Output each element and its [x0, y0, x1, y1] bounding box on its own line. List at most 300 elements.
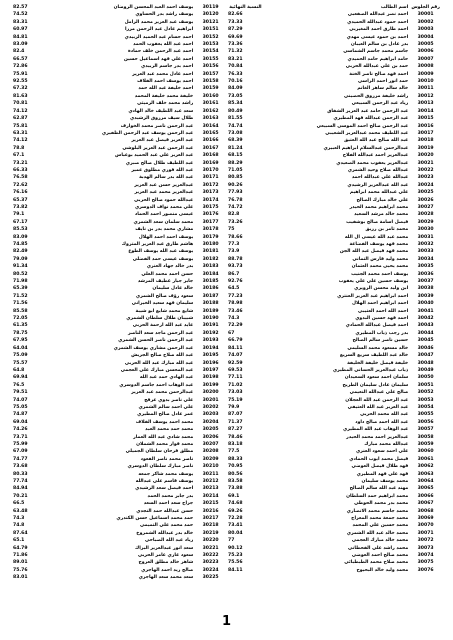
- name-cell: احمد ابراهيم عبد العزيز العنتري: [337, 293, 409, 299]
- table-row: [12, 434, 227, 441]
- seat-cell: 30165: [202, 130, 219, 136]
- score-cell: 74.77: [13, 456, 28, 462]
- seat-cell: 30194: [202, 345, 219, 351]
- score-cell: 80.56: [228, 471, 243, 477]
- name-cell: محمد يوسف سليمان: [361, 479, 409, 484]
- score-cell: 71.37: [228, 419, 243, 425]
- seat-cell: 30170: [202, 167, 219, 173]
- seat-cell: 30029: [417, 219, 434, 225]
- name-cell: يوسف عيسى حمد الفضلي: [132, 256, 194, 262]
- table-header-row: [227, 4, 442, 11]
- seat-cell: 30073: [417, 545, 434, 551]
- score-cell: 93.73: [228, 264, 243, 270]
- score-cell: 83.58: [228, 479, 243, 484]
- seat-cell: 30058: [417, 434, 434, 440]
- results-table-right: [227, 4, 442, 574]
- score-cell: 71.52: [13, 293, 28, 299]
- score-cell: 65.1: [13, 538, 25, 544]
- name-cell: فهد طلال فيصل العوضي: [351, 464, 409, 470]
- name-cell: بدر رجب ذياب المطيري: [355, 330, 409, 336]
- table-row: [12, 271, 227, 278]
- seat-cell: 30005: [417, 42, 434, 48]
- table-row: [12, 337, 227, 344]
- seat-cell: 30225: [202, 575, 219, 581]
- table-row: [12, 345, 227, 352]
- score-cell: 92.76: [228, 279, 243, 285]
- name-cell: سعود غازي عامر الحربي: [137, 553, 194, 559]
- name-cell: عبدالعزيز احمد محمد الحيدر: [346, 434, 409, 440]
- name-cell: احمد يوسف احمد القلاف: [137, 79, 194, 85]
- name-cell: محمد خالد مرشد السعيد: [354, 212, 409, 218]
- score-cell: 83.18: [228, 441, 243, 447]
- seat-cell: 30190: [202, 316, 219, 322]
- name-cell: شايع محمد شايع ابو شيبة: [135, 308, 194, 314]
- name-cell: فيصل اسامة صالح بوشقيب: [346, 219, 409, 225]
- name-cell: عيسى منصور احمد الحماد: [134, 212, 194, 218]
- results-column-right: [227, 4, 442, 574]
- score-cell: 63.48: [13, 508, 28, 514]
- seat-cell: 30024: [417, 182, 434, 188]
- name-cell: خالد عبد اللطيف سريع السريع: [339, 353, 409, 359]
- table-row: [227, 234, 442, 241]
- score-cell: 79.9: [228, 404, 240, 410]
- name-cell: عبد العزيز علي عبد الحميد بوعباس: [114, 153, 194, 159]
- score-cell: 76.5: [13, 382, 25, 388]
- seat-cell: 30120: [202, 12, 219, 18]
- table-row: [227, 367, 442, 374]
- table-row: [227, 100, 442, 107]
- table-row: [227, 189, 442, 196]
- header-name: اسم الطالب: [380, 5, 409, 10]
- table-row: [12, 322, 227, 329]
- table-row: [227, 374, 442, 381]
- seat-cell: 30206: [202, 434, 219, 440]
- seat-cell: 30163: [202, 116, 219, 122]
- name-cell: عايد عبد الله ارحمة الحربي: [132, 323, 194, 329]
- name-cell: احمد بن حمود عيسى مهدي: [346, 34, 409, 40]
- seat-cell: 30051: [417, 382, 434, 388]
- name-cell: عبدالله صلاح وحيد الشمري: [347, 167, 409, 173]
- seat-cell: 30075: [417, 560, 434, 566]
- score-cell: 77.23: [228, 293, 243, 299]
- seat-cell: 30023: [417, 175, 434, 181]
- table-row: [12, 308, 227, 315]
- name-cell: بدر عادل بن سالم العيبان: [350, 42, 409, 48]
- score-cell: 76.33: [228, 71, 243, 77]
- seat-cell: 30195: [202, 353, 219, 359]
- score-cell: 84.11: [228, 567, 243, 573]
- name-cell: عبدالعزيز احمد عبدالله الفلاح: [342, 153, 409, 159]
- score-cell: 83.21: [228, 56, 243, 62]
- table-row: [12, 48, 227, 55]
- table-row: [227, 197, 442, 204]
- seat-cell: 30001: [417, 12, 434, 18]
- name-cell: احمد فيصل سعد الرشيدي: [135, 486, 194, 492]
- seat-cell: 30209: [202, 456, 219, 462]
- seat-cell: 30064: [417, 479, 434, 484]
- seat-cell: 30162: [202, 108, 219, 114]
- table-row: [12, 360, 227, 367]
- seat-cell: 30054: [417, 404, 434, 410]
- seat-cell: 30030: [417, 227, 434, 233]
- results-table-left-body: [12, 4, 227, 582]
- score-cell: 85.53: [13, 227, 28, 233]
- table-row: [12, 167, 227, 174]
- name-cell: خالد بدر عبدالله الشمروخ: [136, 530, 194, 536]
- seat-cell: 30180: [202, 242, 219, 247]
- name-cell: احمد فهد صالح ناصر الخنة: [349, 71, 409, 77]
- name-cell: ناصر مبارك سلطان الدوسري: [127, 464, 194, 470]
- table-row: [12, 130, 227, 137]
- score-cell: 84.94: [13, 486, 28, 492]
- score-cell: 77: [228, 538, 235, 544]
- seat-cell: 30057: [417, 427, 434, 433]
- name-cell: راشد خليفة مرزوق الحصيني: [344, 93, 409, 99]
- score-cell: 74.52: [13, 12, 28, 18]
- name-cell: عبد الوهاب احمد جاسم الدوسري: [119, 382, 194, 388]
- name-cell: محمد احمد يوسف القلاف: [135, 419, 194, 425]
- name-cell: عبد الله صلاح صالح الجريش: [131, 353, 194, 359]
- name-cell: احمد نصر عبدالله الصقعبي: [347, 12, 409, 18]
- score-cell: 92.55: [13, 79, 28, 85]
- table-row: [227, 434, 442, 441]
- table-row: [12, 397, 227, 404]
- seat-cell: 30191: [202, 323, 219, 329]
- table-row: [12, 93, 227, 100]
- table-row: [227, 448, 442, 455]
- score-cell: 68.39: [228, 138, 243, 144]
- seat-cell: 30154: [202, 49, 219, 55]
- name-cell: عبد العزيز فيصل عبد العزيز: [131, 138, 194, 144]
- table-row: [12, 11, 227, 18]
- name-cell: سعد محمد سعد الهاجري: [138, 575, 194, 581]
- seat-cell: 30044: [417, 330, 434, 336]
- table-row: [12, 315, 227, 322]
- name-cell: عبد الله فوزي مطلوق عمير: [131, 167, 194, 173]
- score-cell: 77.93: [228, 190, 243, 196]
- score-cell: 78.66: [228, 234, 243, 240]
- table-row: [227, 471, 442, 478]
- table-row: [12, 152, 227, 159]
- table-row: [12, 145, 227, 152]
- score-cell: 70.95: [228, 464, 243, 470]
- seat-cell: 30045: [417, 338, 434, 344]
- seat-cell: 30184: [202, 271, 219, 277]
- name-cell: احمد خليفة عبد الله حمد: [138, 86, 194, 92]
- score-cell: 64.04: [13, 345, 28, 351]
- score-cell: 82.4: [13, 49, 25, 55]
- table-row: [227, 315, 442, 322]
- name-cell: حمد محمد اسماعيل حسن الكندري: [116, 516, 194, 522]
- name-cell: يوسف راشد بدر الحساوي: [135, 12, 194, 18]
- seat-cell: 30041: [417, 308, 434, 314]
- name-cell: عبد الله احمد صالح داود: [355, 419, 409, 425]
- name-cell: سعد عبد اللطيف خالد الهادي: [128, 108, 194, 114]
- name-cell: جاسم محمد جاسم الشماسي: [343, 49, 409, 55]
- table-row: [12, 26, 227, 33]
- seat-cell: 30189: [202, 308, 219, 314]
- seat-cell: 30193: [202, 338, 219, 344]
- table-row: [227, 63, 442, 70]
- table-row: [12, 522, 227, 529]
- name-cell: احمد عبد الرحمن خلف حمادة: [128, 49, 194, 55]
- score-cell: 74.74: [228, 123, 243, 129]
- score-cell: 76.16: [13, 190, 28, 196]
- seat-cell: 30207: [202, 441, 219, 447]
- table-row: [12, 256, 227, 263]
- seat-cell: 30201: [202, 397, 219, 403]
- table-row: [12, 478, 227, 485]
- table-row: [227, 308, 442, 315]
- table-row: [227, 85, 442, 92]
- table-row: [227, 552, 442, 559]
- seat-cell: 30176: [202, 212, 219, 218]
- score-cell: 61.35: [13, 323, 28, 329]
- score-cell: 66.79: [228, 338, 243, 344]
- name-cell: عبد الرحمن مشاري يوسف الشمري: [113, 345, 194, 351]
- score-cell: 66.33: [13, 167, 28, 173]
- table-row: [227, 160, 442, 167]
- table-row: [227, 219, 442, 226]
- seat-cell: 30181: [202, 249, 219, 255]
- seat-cell: 30070: [417, 523, 434, 529]
- score-cell: 73.88: [228, 486, 243, 492]
- score-cell: 80.52: [13, 271, 28, 277]
- name-cell: سليمان فهد سعيد الخيراني: [131, 301, 194, 307]
- name-cell: محمد فهد يوسف القضاعة: [349, 242, 409, 247]
- table-row: [227, 485, 442, 492]
- table-row: [12, 234, 227, 241]
- seat-cell: 30151: [202, 27, 219, 33]
- name-cell: علي احمد سالم الشمري: [138, 404, 194, 410]
- name-cell: محمد بدر محمد الحوطي: [354, 501, 409, 507]
- name-cell: فهد علي فهد المطيري: [356, 471, 409, 477]
- score-cell: 69.69: [228, 34, 243, 40]
- score-cell: 75.91: [13, 71, 28, 77]
- seat-cell: 30017: [417, 130, 434, 136]
- seat-cell: 30022: [417, 167, 434, 173]
- seat-cell: 30197: [202, 367, 219, 373]
- name-cell: عبد الوهاب عبد الله المطيري: [343, 427, 409, 433]
- name-cell: محمد جاسم محمد الانصاري: [346, 508, 409, 514]
- score-cell: 82.49: [13, 249, 28, 255]
- table-row: [12, 456, 227, 463]
- score-cell: 80.85: [228, 175, 243, 181]
- seat-cell: 30046: [417, 345, 434, 351]
- name-cell: سليمان عادل سليمان الطريح: [342, 382, 409, 388]
- score-cell: 73.33: [228, 19, 243, 25]
- table-row: [227, 11, 442, 18]
- score-cell: 73.41: [228, 523, 243, 529]
- name-cell: عبد الله مبارك عبد الله الحربي: [124, 360, 194, 366]
- table-row: [12, 78, 227, 85]
- name-cell: ابراهيم عادل عبد الرحمن مرزا: [124, 27, 194, 33]
- name-cell: يوسف عبد العزيز محمد الرامل: [124, 19, 194, 25]
- name-cell: عبد اللطيف محمد عبدالعزيز الشعيبي: [325, 130, 409, 136]
- seat-cell: 30202: [202, 404, 219, 410]
- table-row: [12, 241, 227, 248]
- name-cell: عبدالله محمد مبارك: [364, 441, 409, 447]
- score-cell: 63.31: [13, 130, 28, 136]
- seat-cell: 30002: [417, 19, 434, 25]
- table-row: [12, 559, 227, 566]
- score-cell: 64.79: [13, 545, 28, 551]
- score-cell: 69.26: [228, 508, 243, 514]
- score-cell: 71.05: [228, 167, 243, 173]
- score-cell: 77.11: [228, 375, 243, 381]
- table-row: [227, 115, 442, 122]
- score-cell: 68.15: [228, 153, 243, 159]
- seat-cell: 30052: [417, 390, 434, 396]
- table-row: [12, 463, 227, 470]
- name-cell: علي احمد سعود العنزي: [355, 449, 409, 455]
- name-cell: زياد عبد الله الصباحي: [144, 538, 194, 544]
- name-cell: عبدالله حمود صالح الحربي: [134, 197, 194, 203]
- name-cell: يوسف محمد شاكر جمعه: [138, 471, 194, 477]
- name-cell: يوسف احمد محمد الجنيب: [351, 271, 409, 277]
- seat-cell: 30156: [202, 64, 219, 70]
- table-row: [227, 515, 442, 522]
- score-cell: 73.26: [228, 219, 243, 225]
- seat-cell: 30171: [202, 175, 219, 181]
- table-row: [227, 345, 442, 352]
- score-cell: 71.02: [228, 382, 243, 388]
- seat-cell: 30069: [417, 516, 434, 522]
- score-cell: 82.66: [228, 12, 243, 18]
- score-cell: 73.46: [228, 308, 243, 314]
- table-row: [12, 367, 227, 374]
- score-cell: 67: [228, 330, 235, 336]
- seat-cell: 30038: [417, 286, 434, 292]
- seat-cell: 30031: [417, 234, 434, 240]
- seat-cell: 30221: [202, 545, 219, 551]
- score-cell: 74.26: [13, 427, 28, 433]
- seat-cell: 30213: [202, 486, 219, 492]
- table-row: [12, 63, 227, 70]
- score-cell: 72.62: [13, 182, 28, 188]
- table-row: [12, 108, 227, 115]
- seat-cell: 30119: [202, 5, 219, 10]
- seat-cell: 30071: [417, 530, 434, 536]
- seat-cell: 30198: [202, 375, 219, 381]
- table-row: [12, 41, 227, 48]
- seat-cell: 30216: [202, 508, 219, 514]
- table-row: [12, 500, 227, 507]
- table-row: [12, 100, 227, 107]
- name-cell: محمد يحيى محمد العثمان: [351, 264, 409, 270]
- table-row: [227, 226, 442, 233]
- seat-cell: 30179: [202, 234, 219, 240]
- name-cell: خالد سالم ساهر الغانم: [357, 86, 409, 92]
- seat-cell: 30218: [202, 523, 219, 529]
- results-table-left: [12, 4, 227, 582]
- seat-cell: 30153: [202, 42, 219, 48]
- seat-cell: 30040: [417, 301, 434, 307]
- table-row: [12, 182, 227, 189]
- table-row: [12, 426, 227, 433]
- table-row: [227, 419, 442, 426]
- seat-cell: 30188: [202, 301, 219, 307]
- table-row: [227, 278, 442, 285]
- score-cell: 69.94: [13, 375, 28, 381]
- score-cell: 69.53: [228, 367, 243, 373]
- seat-cell: 30155: [202, 56, 219, 62]
- table-row: [12, 263, 227, 270]
- seat-cell: 30175: [202, 204, 219, 210]
- score-cell: 74.68: [228, 501, 243, 507]
- score-cell: 80.49: [228, 108, 243, 114]
- seat-cell: 30187: [202, 293, 219, 299]
- name-cell: عبد العزيز عبد الله العتيقي: [347, 404, 409, 410]
- score-cell: 85.58: [13, 308, 28, 314]
- score-cell: 70.84: [228, 64, 243, 70]
- table-row: [227, 567, 442, 574]
- score-cell: 77.74: [13, 479, 28, 484]
- name-cell: احمد بدر جاسم الزبيدي: [141, 64, 194, 70]
- seat-cell: 30043: [417, 323, 434, 329]
- score-cell: 62.87: [13, 116, 28, 122]
- table-row: [12, 300, 227, 307]
- score-cell: 74.07: [228, 353, 243, 359]
- score-cell: 60.97: [13, 27, 28, 33]
- name-cell: حمد محمد علي التميمي: [139, 523, 194, 529]
- seat-cell: 30006: [417, 49, 434, 55]
- score-cell: 73.71: [13, 434, 28, 440]
- table-row: [227, 382, 442, 389]
- seat-cell: 30060: [417, 449, 434, 455]
- seat-cell: 30178: [202, 227, 219, 233]
- seat-cell: 30200: [202, 390, 219, 396]
- score-cell: 66.5: [13, 501, 25, 507]
- score-cell: 74.12: [13, 108, 28, 114]
- score-cell: 73.82: [13, 204, 28, 210]
- score-cell: 66.57: [13, 56, 28, 62]
- score-cell: 74.12: [13, 138, 28, 144]
- table-row: [227, 537, 442, 544]
- table-row: [12, 330, 227, 337]
- name-cell: ذياب عبدالعزيز الحساني المطيري: [332, 367, 409, 373]
- name-cell: عبدالعزيز محمد عبد العزيز: [134, 190, 194, 196]
- score-cell: 84.81: [13, 34, 28, 40]
- score-cell: 67.32: [13, 86, 28, 92]
- seat-cell: 30032: [417, 242, 434, 247]
- name-cell: جابر جبار غطيف المرشد: [137, 279, 194, 285]
- name-cell: احمد فيصل عبدالله الحمادي: [345, 323, 409, 329]
- seat-cell: 30037: [417, 279, 434, 285]
- table-row: [227, 360, 442, 367]
- seat-cell: 30196: [202, 360, 219, 366]
- seat-cell: 30172: [202, 182, 219, 188]
- score-cell: 80.04: [228, 530, 243, 536]
- table-row: [227, 285, 442, 292]
- score-cell: 84.09: [228, 86, 243, 92]
- score-cell: 75.81: [13, 123, 28, 129]
- name-cell: محمد صلاح محمد الطبطبائي: [344, 560, 409, 566]
- score-cell: 71.86: [13, 553, 28, 559]
- seat-cell: 30157: [202, 71, 219, 77]
- name-cell: مشاري محمد بدر بن نايف: [135, 227, 194, 233]
- table-row: [12, 137, 227, 144]
- seat-cell: 30068: [417, 508, 434, 514]
- seat-cell: 30055: [417, 412, 434, 418]
- results-table-right-body: [227, 11, 442, 574]
- seat-cell: 30183: [202, 264, 219, 270]
- table-row: [227, 241, 442, 248]
- table-row: [227, 78, 442, 85]
- score-cell: 73.05: [228, 93, 243, 99]
- score-cell: 92.59: [228, 360, 243, 366]
- name-cell: خليفة محمد خليفة المحمد: [134, 93, 194, 99]
